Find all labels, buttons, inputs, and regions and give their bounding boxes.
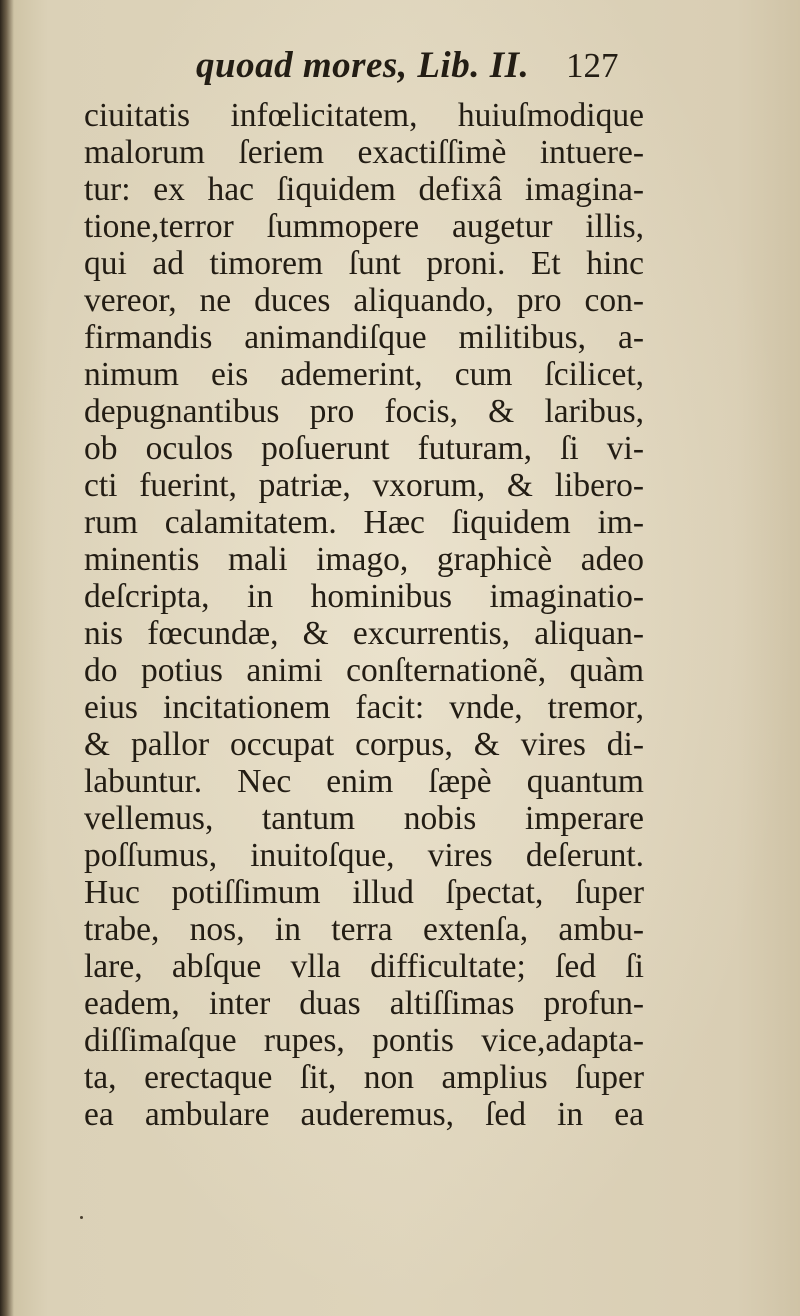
text-line: Huc potiſſimum illud ſpectat, ſuper xyxy=(84,874,644,911)
text-line: rum calamitatem. Hæc ſiquidem im- xyxy=(84,504,644,541)
text-line: eadem, inter duas altiſſimas profun- xyxy=(84,985,644,1022)
text-line: tur: ex hac ſiquidem defixâ imagina- xyxy=(84,171,644,208)
text-line: nis fœcundæ, & excurrentis, aliquan- xyxy=(84,615,644,652)
text-line: deſcripta, in hominibus imaginatio- xyxy=(84,578,644,615)
body-text xyxy=(84,97,644,1207)
text-line: vellemus, tantum nobis imperare xyxy=(84,800,644,837)
text-line: nimum eis ademerint, cum ſcilicet, xyxy=(84,356,644,393)
text-line: ciuitatis infœlicitatem, huiuſmodique xyxy=(84,97,644,134)
text-line: trabe, nos, in terra extenſa, ambu- xyxy=(84,911,644,948)
text-line: qui ad timorem ſunt proni. Et hinc xyxy=(84,245,644,282)
text-line: ob oculos poſuerunt futuram, ſi vi- xyxy=(84,430,644,467)
page-gutter-shadow xyxy=(0,0,14,1316)
ink-speck xyxy=(80,1216,83,1219)
text-line: lare, abſque vlla difficultate; ſed ſi xyxy=(84,948,644,985)
text-line: cti fuerint, patriæ, vxorum, & libero- xyxy=(84,467,644,504)
text-line: ta, erectaque ſit, non amplius ſuper xyxy=(84,1059,644,1096)
text-line: minentis mali imago, graphicè adeo xyxy=(84,541,644,578)
text-line: & pallor occupat corpus, & vires di- xyxy=(84,726,644,763)
running-head: quoad mores, Lib. II. xyxy=(196,45,530,86)
page-header xyxy=(0,44,800,94)
text-line: ea ambulare auderemus, ſed in ea xyxy=(84,1096,644,1133)
text-line: malorum ſeriem exactiſſimè intuere- xyxy=(84,134,644,171)
text-line: vereor, ne duces aliquando, pro con- xyxy=(84,282,644,319)
text-line: tione,terror ſummopere augetur illis, xyxy=(84,208,644,245)
text-line: diſſimaſque rupes, pontis vice,adapta- xyxy=(84,1022,644,1059)
text-line: firmandis animandiſque militibus, a- xyxy=(84,319,644,356)
text-line: do potius animi conſternationẽ, quàm xyxy=(84,652,644,689)
text-line: eius incitationem facit: vnde, tremor, xyxy=(84,689,644,726)
text-line: labuntur. Nec enim ſæpè quantum xyxy=(84,763,644,800)
text-line: depugnantibus pro focis, & laribus, xyxy=(84,393,644,430)
text-line: poſſumus, inuitoſque, vires deſerunt. xyxy=(84,837,644,874)
page-number: 127 xyxy=(566,46,619,85)
